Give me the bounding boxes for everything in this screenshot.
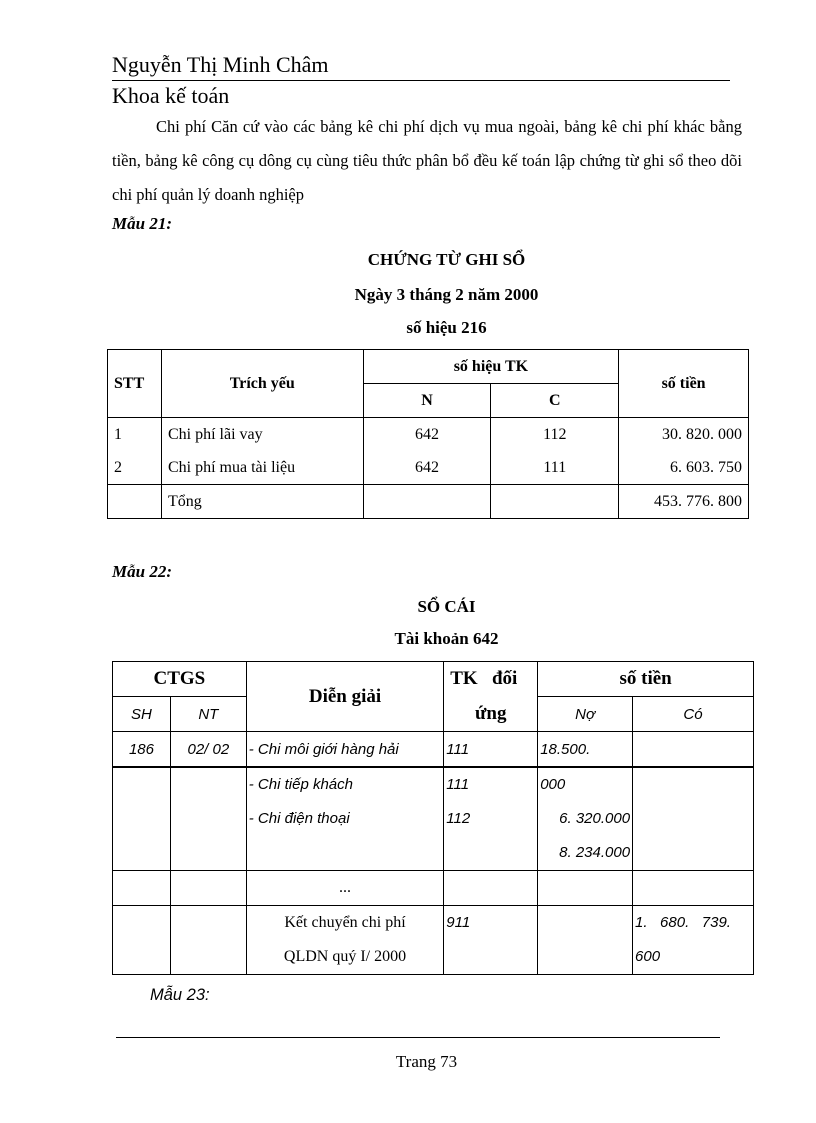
row-tk: 111 [444,732,538,768]
table-row [108,418,749,452]
row-credit [633,732,754,768]
footer-divider [116,1037,720,1038]
amount-header: số tiền [538,662,754,697]
ledger-row [113,732,754,768]
row-sh [113,871,171,906]
tk-line: 112 [446,810,471,827]
row-explanation: - Chi môi giới hàng hải [246,732,443,768]
row-debit: 642 [363,451,491,485]
header-divider [112,80,730,81]
total-debit [363,485,491,519]
debit-line: 000 [540,776,566,793]
form-22-label: Mẫu 22: [112,562,172,581]
form-22-subtitle: Tài khoản 642 [394,629,499,648]
total-amount: 453. 776. 800 [619,485,749,519]
form-21-title: CHỨNG TỪ GHI SỔ [367,250,526,269]
ledger-table [112,661,754,975]
row-credit [633,871,754,906]
sh-header: SH [113,697,171,732]
department-name: Khoa kế toán [112,83,230,108]
total-credit [491,485,619,519]
table-row [108,451,749,485]
form-22-title: SỔ CÁI [417,597,476,616]
ctgs-header: CTGS [113,662,247,697]
row-credit: 112 [491,418,619,452]
row-debit: 18.500. [538,732,633,768]
row-sh: 186 [113,732,171,768]
row-nt: 02/ 02 [170,732,246,768]
summary-header: Trích yếu [161,350,363,418]
tk-line: 111 [446,776,470,793]
row-credit: 111 [491,451,619,485]
tk-header-line2: ứng [444,697,538,732]
row-explanation [246,767,443,871]
tk-header: TK đối [444,662,538,697]
stt-header: STT [108,350,162,418]
explanation-spacer [249,836,441,870]
nt-header: NT [170,697,246,732]
account-header: số hiệu TK [363,350,619,384]
credit-line: 1. 680. 739. [635,914,731,931]
row-amount: 30. 820. 000 [619,418,749,452]
voucher-table [107,349,749,519]
explanation-line: Kết chuyển chi phí [284,914,406,931]
intro-text: Chi phí Căn cứ vào các bảng kê chi phí dịch vụ mua ngoài, bảng kê chi phí khác bằng tiền, bảng kê công cụ dông cụ cùng tiêu thức phân bổ đều kế toán lập chứng từ ghi sổ theo dõi chi phí quản lý doanh nghiệp [112,117,742,204]
table-header-row [108,350,749,384]
row-nt [170,871,246,906]
explanation-line: QLDN quý I/ 2000 [283,948,407,965]
row-credit [633,767,754,871]
debit-header: Nợ [538,697,633,732]
row-debit [538,906,633,975]
ledger-header-row [113,662,754,697]
author-name: Nguyễn Thị Minh Châm [112,52,329,77]
explanation-header: Diễn giải [246,662,443,732]
amount-header: số tiền [619,350,749,418]
total-row [108,485,749,519]
credit-line: 600 [635,948,661,965]
row-stt: 1 [108,418,162,452]
intro-paragraph [112,110,742,212]
debit-line: 6. 320.000 [559,810,631,827]
form-21-label: Mẫu 21: [112,214,172,233]
total-label: Tổng [161,485,363,519]
debit-line: 8. 234.000 [559,844,631,861]
form-21-date: Ngày 3 tháng 2 năm 2000 [354,285,539,304]
row-summary: Chi phí lãi vay [161,418,363,452]
row-debit [538,767,633,871]
ledger-row [113,767,754,871]
row-summary: Chi phí mua tài liệu [161,451,363,485]
row-sh [113,767,171,871]
credit-header: Có [633,697,754,732]
ledger-row [113,871,754,906]
row-nt [170,767,246,871]
form-23-label: Mẫu 23: [150,986,210,1004]
credit-header: C [491,384,619,418]
row-tk: 911 [444,906,538,975]
row-debit [538,871,633,906]
row-nt [170,906,246,975]
row-explanation [246,906,443,975]
debit-header: N [363,384,491,418]
row-credit [633,906,754,975]
page-number: Trang 73 [395,1052,458,1071]
row-amount: 6. 603. 750 [619,451,749,485]
row-debit: 642 [363,418,491,452]
row-tk [444,871,538,906]
row-sh [113,906,171,975]
ledger-row [113,906,754,975]
row-stt: 2 [108,451,162,485]
row-ellipsis: ... [246,871,443,906]
row-tk [444,767,538,871]
form-21-number: số hiệu 216 [406,318,487,337]
total-stt [108,485,162,519]
explanation-line: - Chi điện thoại [248,810,350,827]
explanation-line: - Chi tiếp khách [248,776,353,793]
